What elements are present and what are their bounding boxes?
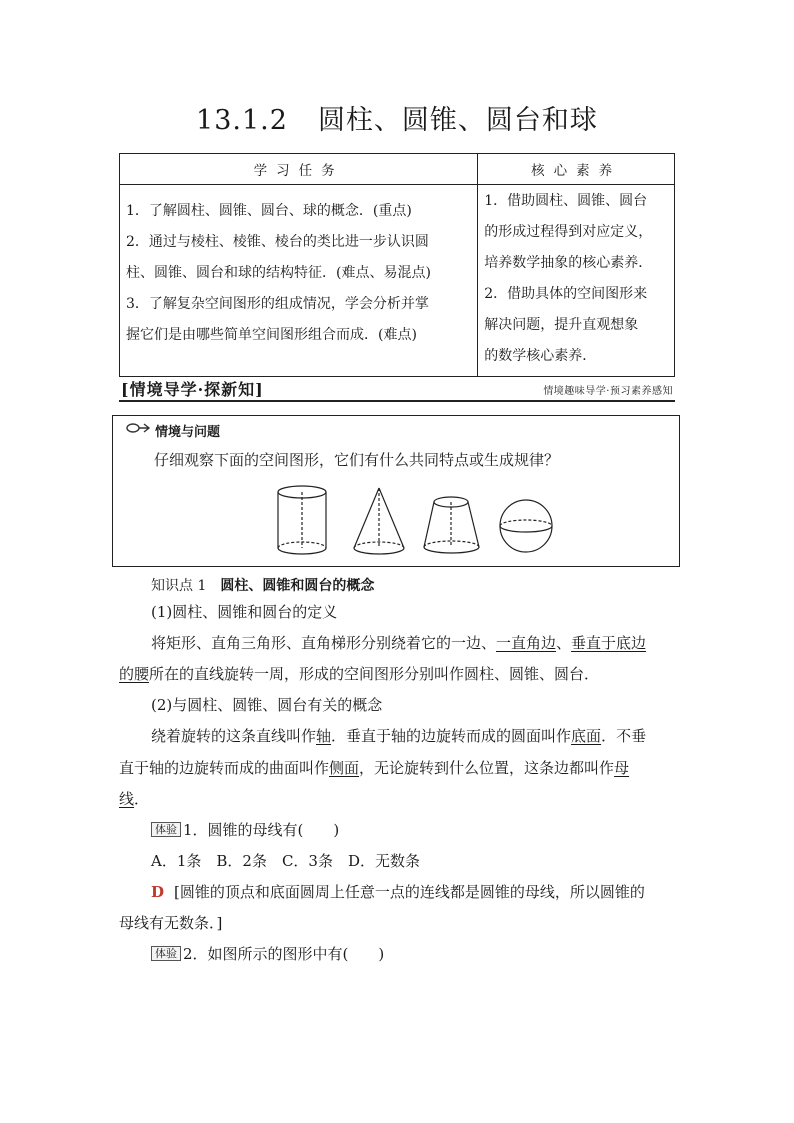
underlined-term: 底面 <box>571 727 602 745</box>
paragraph-line <box>151 721 646 752</box>
text-span: 将矩形、直角三角形、直角梯形分别绕着它的一边、 <box>151 634 497 652</box>
exercise-1-question <box>151 815 339 846</box>
frustum-figure <box>424 497 479 553</box>
exercise-1-explanation <box>151 877 645 908</box>
page-title <box>0 98 794 137</box>
literacy-line: 解决问题，提升直观想象 <box>484 317 639 333</box>
task-line: 1．了解圆柱、圆锥、圆台、球的概念．(重点) <box>126 203 412 219</box>
core-literacy-cell <box>478 185 675 377</box>
text-span: ，无论旋转到什么位置，这条边都叫作 <box>359 759 615 777</box>
underlined-term: 一直角边 <box>496 634 557 652</box>
literacy-line: 的数学核心素养． <box>484 348 597 364</box>
literacy-line: 培养数学抽象的核心素养． <box>484 255 653 271</box>
table-header-left: 学习任务 <box>120 154 478 185</box>
literacy-line: 的形成过程得到对应定义， <box>484 224 653 240</box>
underlined-term: 侧面 <box>329 759 360 777</box>
task-line: 2．通过与棱柱、棱锥、棱台的类比进一步认识圆 <box>126 234 429 250</box>
scenario-question: 仔细观察下面的空间图形，它们有什么共同特点或生成规律？ <box>154 451 560 469</box>
task-line: 柱、圆锥、圆台和球的结构特征．(难点、易混点) <box>126 265 431 281</box>
table-header-right: 核心素养 <box>478 154 675 185</box>
text-span: 直于轴的边旋转而成的曲面叫作 <box>119 759 330 777</box>
task-line: 握它们是由哪些简单空间图形组合而成．(难点) <box>126 327 417 343</box>
banner-tag: 情境趣味导学·预习素养感知 <box>543 386 673 397</box>
explanation-text: [圆锥的顶点和底面圆周上任意一点的连线都是圆锥的母线，所以圆锥的 <box>174 883 645 901</box>
objectives-table <box>119 153 675 377</box>
banner-rule <box>119 400 675 402</box>
exercise-1-options: A．1条 B．2条 C．3条 D．无数条 <box>151 852 420 870</box>
learning-tasks-cell <box>120 185 478 377</box>
subheading-definition: (1)圆柱、圆锥和圆台的定义 <box>151 603 338 621</box>
text-span: ． <box>134 790 150 808</box>
answer-letter: D <box>151 883 165 901</box>
section-title: 圆柱、圆锥、圆台和球 <box>317 105 598 136</box>
cone-figure <box>354 488 404 554</box>
exercise-badge: 体验 <box>151 946 181 961</box>
subheading-concepts: (2)与圆柱、圆锥、圆台有关的概念 <box>151 696 383 714</box>
exercise-badge: 体验 <box>151 822 181 837</box>
literacy-line: 2．借助具体的空间图形来 <box>484 286 648 302</box>
paragraph-line <box>119 784 149 815</box>
text-span: ．不垂 <box>601 727 647 745</box>
knowledge-point-label: 知识点 1 <box>151 578 207 594</box>
literacy-line: 1．借助圆柱、圆锥、圆台 <box>484 193 648 209</box>
text-span: 、 <box>556 634 572 652</box>
paragraph-line <box>119 753 629 784</box>
text-span: 所在的直线旋转一周，形成的空间图形分别叫作圆柱、圆锥、圆台． <box>149 665 600 683</box>
section-banner <box>119 377 675 401</box>
banner-heading: [情境导学·探新知] <box>121 380 264 399</box>
scenario-label: 情境与问题 <box>155 425 221 440</box>
paragraph-line <box>119 659 599 690</box>
question-text: 1．圆锥的母线有( ) <box>183 821 340 839</box>
question-text: 2．如图所示的图形中有( ) <box>183 945 385 963</box>
task-line: 3．了解复杂空间图形的组成情况，学会分析并掌 <box>126 296 429 312</box>
knowledge-point-title: 圆柱、圆锥和圆台的概念 <box>220 578 375 594</box>
underlined-term: 的腰 <box>119 665 150 683</box>
section-number: 13.1.2 <box>196 105 288 136</box>
sphere-figure <box>500 500 552 552</box>
scenario-box <box>112 415 680 567</box>
paragraph-line <box>151 628 646 659</box>
solids-figure <box>113 416 681 568</box>
exercise-2-question <box>151 939 384 970</box>
underlined-term: 线 <box>119 790 135 808</box>
underlined-term: 母 <box>614 759 630 777</box>
underlined-term: 垂直于底边 <box>571 634 647 652</box>
exercise-1-explanation-cont: 母线有无数条．] <box>119 914 223 932</box>
underlined-term: 轴 <box>316 727 332 745</box>
cylinder-figure <box>278 486 326 554</box>
text-span: ．垂直于轴的边旋转而成的圆面叫作 <box>331 727 572 745</box>
text-span: 绕着旋转的这条直线叫作 <box>151 727 317 745</box>
